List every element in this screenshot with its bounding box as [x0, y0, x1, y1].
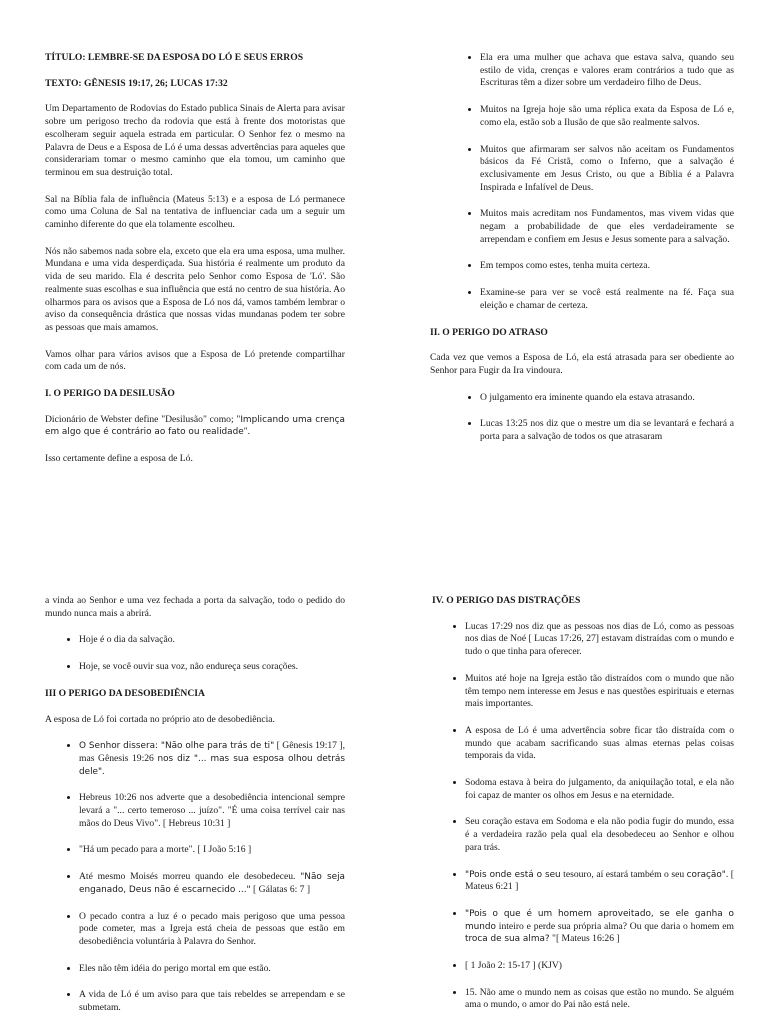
- text: tesouro, aí estará também o seu: [560, 868, 687, 880]
- reference: [ Gênesis 19:17 ], mas Gênesis 19:26: [79, 740, 346, 764]
- list-item: • Lucas 13:25 nos diz que o mestre um dia se levantará e fechará a porta para a salvação de todos os que atrasaram: [480, 418, 734, 443]
- definition-end: ".: [243, 426, 251, 438]
- section-heading-distractions: IV. O PERIGO DAS DISTRAÇÕES: [432, 595, 581, 606]
- list-item: • 15. Não ame o mundo nem as coisas que estão no mundo. Se alguém ama o mundo, o amor do Pai não está nele.: [465, 987, 734, 1012]
- quote: coração": [686, 869, 726, 880]
- list-item: • Lucas 17:29 nos diz que as pessoas nos dias de Ló, como as pessoas nos dias de Noé [ Lucas 17:26, 27] estavam distraídas com o mundo e tudo o que tinha para oferecer.: [465, 621, 734, 659]
- paragraph-warnings: Vamos olhar para vários avisos que a Esposa de Ló pretende compartilhar com cada um de nós.: [45, 348, 345, 373]
- list-item: • Ela era uma mulher que achava que estava salva, quando seu estilo de vida, crenças e valores eram contrários a tudo que as Escrituras têm a dizer sobre um verdadeiro filho de Deus.: [480, 52, 734, 90]
- paragraph-salt: Sal na Bíblia fala de influência (Mateus 5:13) e a esposa de Ló permanece como uma Coluna de Sal na tentativa de influenciar cada um a seguir um caminho diferente do que ela tolamente escolheu.: [45, 193, 345, 231]
- text: inteiro e perde sua própria alma? Ou que daria o homem em: [495, 920, 734, 932]
- delusion-list: [432, 52, 734, 313]
- disobedience-list: [45, 740, 345, 1015]
- paragraph-intro: Um Departamento de Rodovias do Estado publica Sinais de Alerta para avisar sobre um perigoso trecho da rodovia que está à frente dos motoristas que escolheram seguir aquela estrada em particular. O Senhor fez o mesmo na Palavra de Deus e a Esposa de Ló é uma dessas advertências para aqueles que considerariam tomar o mesmo caminho que ela tomou, um caminho que terminou em sua destruição total.: [45, 103, 345, 178]
- section-heading-delay: II. O PERIGO DO ATRASO: [430, 326, 548, 338]
- definition-quote: Implicando uma crença em algo que é contrário ao fato ou realidade: [45, 414, 345, 438]
- list-item: [79, 871, 345, 896]
- paragraph-definition: [45, 414, 345, 439]
- list-item: • Muitos na Igreja hoje são uma réplica exata da Esposa de Ló e, como ela, estão sob a Ilusão de que são realmente salvos.: [480, 104, 734, 129]
- paragraph-conclusion: Isso certamente define a esposa de Ló.: [45, 453, 193, 465]
- section-heading-delusion: I. O PERIGO DA DESILUSÃO: [45, 388, 175, 400]
- list-item: [465, 908, 734, 946]
- paragraph-about-her: Nós não sabemos nada sobre ela, exceto que ela era uma esposa, uma mulher. Mundana e uma vida desperdiçada. Sua história é realmente um produto da vida de seu marido. Ela é descrita pelo Senhor como Esposa de 'Ló'. São realmente suas escolhas e sua influência que está no centro de sua história. Ao olharmos para os avisos que a Esposa de Ló nos dá, vamos também lembrar o aviso da consequência drástica que nossas vidas mundanas podem ter sobre as pessoas que mais amamos.: [45, 245, 345, 333]
- text: .: [102, 765, 105, 777]
- column-bottom-left: [45, 595, 345, 1029]
- quote: nos diz "... mas sua esposa olhou detrás dele": [79, 753, 345, 777]
- list-item: • Em tempos como estes, tenha muita certeza.: [480, 260, 734, 273]
- column-top-left: [45, 52, 345, 480]
- section-heading-disobedience: III O PERIGO DA DESOBEDIÊNCIA: [45, 687, 205, 699]
- list-item: • Hoje é o dia da salvação.: [79, 634, 345, 647]
- column-bottom-right: [432, 595, 734, 1026]
- list-item: • Hebreus 10:26 nos adverte que a desobediência intencional sempre levará a "... certo temeroso ... juízo". "É uma coisa terrível cair nas mãos do Deus Vivo". [ Hebreus 10:31 ]: [79, 792, 345, 830]
- list-item: [79, 740, 345, 778]
- document-title: TÍTULO: LEMBRE-SE DA ESPOSA DO LÓ E SEUS ERROS: [45, 52, 304, 63]
- list-item: • A vida de Ló é um aviso para que tais rebeldes se arrependam e se submetam.: [79, 989, 345, 1014]
- scripture-reference: TEXTO: GÊNESIS 19:17, 26; LUCAS 17:32: [45, 77, 228, 89]
- quote: "Pois onde está o seu: [465, 869, 561, 880]
- quote: O Senhor dissera: "Não olhe para trás de ti": [79, 741, 275, 752]
- text: Até mesmo Moisés morreu quando ele desobedeceu.: [79, 871, 301, 883]
- list-item: • O julgamento era iminente quando ela estava atrasando.: [480, 392, 734, 405]
- distractions-list: [432, 621, 734, 1012]
- reference: . [ Mateus 6:21 ]: [465, 868, 734, 893]
- list-item: • "Há um pecado para a morte". [ I João 5:16 ]: [79, 844, 345, 857]
- list-item: • Muitos até hoje na Igreja estão tão distraídos com o mundo que não têm tempo nem interesse em Jesus e nas questões espirituais e eternas mais importantes.: [465, 673, 734, 711]
- quote: troca de sua alma?: [465, 934, 550, 945]
- list-item: • A esposa de Ló é uma advertência sobre ficar tão distraída com o mundo que acabam sacrificando suas almas eternas pelas coisas temporais da vida.: [465, 725, 734, 763]
- salvation-list: [45, 634, 345, 673]
- delay-list: [432, 392, 734, 444]
- quote: "Não seja enganado, Deus não é escarnecido ...": [79, 872, 345, 895]
- list-item: • Sodoma estava à beira do julgamento, da aniquilação total, e ela não foi capaz de manter os olhos em Jesus e na eternidade.: [465, 777, 734, 802]
- list-item: • Hoje, se você ouvir sua voz, não endureça seus corações.: [79, 661, 345, 674]
- quote: "Pois o que é um homem aproveitado, se ele ganha o mundo: [465, 908, 734, 932]
- reference: [ Gálatas 6: 7 ]: [250, 883, 311, 895]
- list-item: • Muitos mais acreditam nos Fundamentos, mas vivem vidas que negam a probabilidade de que eles verdadeiramente se arrependam e confiem em Jesus e Jesus somente para a salvação.: [480, 208, 734, 246]
- list-item: • [ 1 João 2: 15-17 ] (KJV): [465, 960, 734, 973]
- list-item: • O pecado contra a luz é o pecado mais perigoso que uma pessoa pode cometer, mas a Igreja está cheia de pessoas que estão em desobediência voluntária à Palavra do Senhor.: [79, 911, 345, 949]
- continued-text: a vinda ao Senhor e uma vez fechada a porta da salvação, todo o pedido do mundo nunca mais a abrirá.: [45, 595, 345, 619]
- list-item: [465, 869, 734, 894]
- paragraph-disobedience: A esposa de Ló foi cortada no próprio ato de desobediência.: [45, 713, 275, 725]
- list-item: • Eles não têm idéia do perigo mortal em que estão.: [79, 963, 345, 976]
- paragraph-delay: Cada vez que vemos a Esposa de Ló, ela está atrasada para ser obediente ao Senhor para Fugir da Ira vindoura.: [430, 352, 734, 376]
- reference: "[ Mateus 16:26 ]: [549, 933, 620, 945]
- list-item: • Seu coração estava em Sodoma e ela não podia fugir do mundo, essa é a verdadeira razão pela qual ela desobedeceu ao Senhor e olhou para trás.: [465, 816, 734, 854]
- definition-text: Dicionário de Webster define "Desilusão" como; ": [45, 413, 241, 425]
- column-top-right: [432, 52, 734, 458]
- list-item: • Muitos que afirmaram ser salvos não aceitam os Fundamentos básicos da Fé Cristã, como o Inferno, que a salvação é exclusivamente em Jesus Cristo, ou que a Bíblia é a Palavra Inspirada e Infalível de Deus.: [480, 144, 734, 195]
- list-item: • Examine-se para ver se você está realmente na fé. Faça sua eleição e chamar de certeza.: [480, 287, 734, 312]
